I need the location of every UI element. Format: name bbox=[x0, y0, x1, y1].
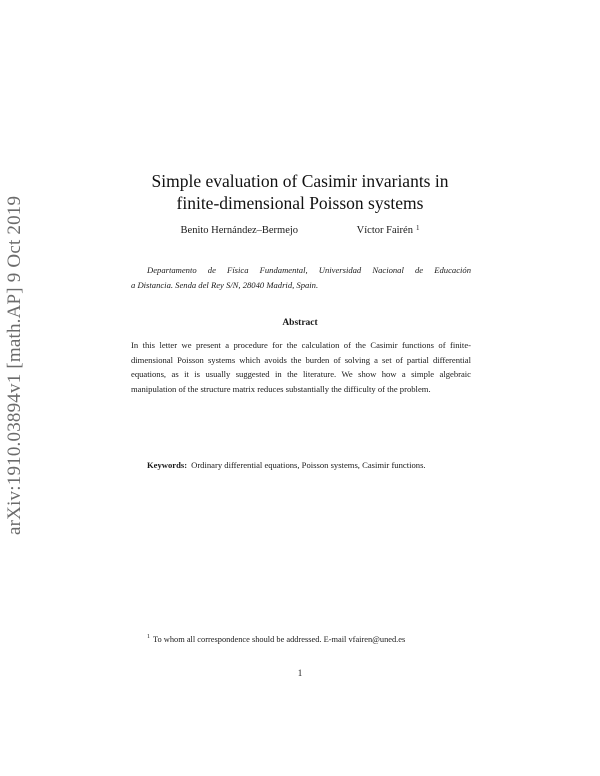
affiliation bbox=[131, 263, 471, 292]
page-number: 1 bbox=[297, 668, 303, 678]
author-1 bbox=[181, 225, 299, 236]
affiliation-line-1: Departamento de Física Fundamental, Universidad Nacional de Educación bbox=[147, 265, 471, 275]
author-name: Víctor Fairén bbox=[356, 225, 413, 236]
title-line-2: finite-dimensional Poisson systems bbox=[176, 193, 424, 213]
keywords-text: Ordinary differential equations, Poisson systems, Casimir functions. bbox=[191, 460, 426, 470]
affiliation-line-2: a Distancia. Senda del Rey S/N, 28040 Madrid, Spain. bbox=[131, 279, 319, 290]
abstract-heading: Abstract bbox=[282, 318, 318, 328]
keywords-label: Keywords: bbox=[147, 460, 188, 470]
arxiv-side-label: arXiv:1910.03894v1 [math.AP] 9 Oct 2019 bbox=[4, 195, 25, 535]
author-2 bbox=[357, 225, 420, 236]
paper-title bbox=[0, 170, 600, 214]
abstract-text: In this letter we present a procedure for the calculation of the Casimir functions of finite-dimensional Poisson systems which avoids the burden of solving a set of partial differential equations, as it is usually suggested in the literature. We show how a simple algebraic manipulation of the structure matrix reduces substantially the difficulty of the problem. bbox=[131, 340, 471, 394]
title-line-1: Simple evaluation of Casimir invariants in bbox=[151, 171, 449, 191]
footnote-mark: 1 bbox=[415, 224, 420, 232]
footnote-text: To whom all correspondence should be addressed. E-mail vfairen@uned.es bbox=[153, 635, 406, 644]
keywords bbox=[131, 458, 471, 473]
author-name: Benito Hernández–Bermejo bbox=[180, 225, 299, 236]
footnote-mark: 1 bbox=[147, 634, 150, 640]
author-list bbox=[0, 225, 600, 236]
footnote bbox=[147, 635, 405, 644]
